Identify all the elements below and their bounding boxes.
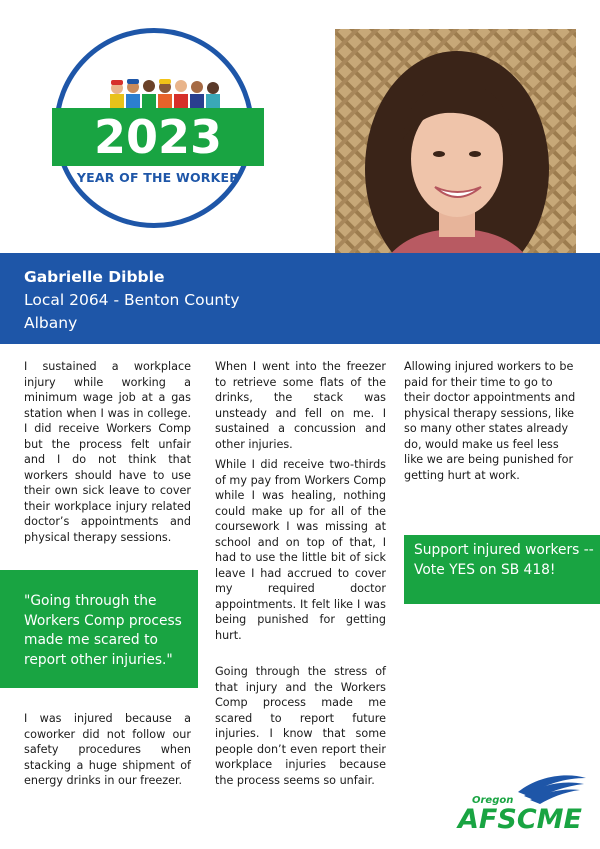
story-paragraph: I was injured because a coworker did not follow our safety procedures when stacking a huge shipment of energy drinks in our freezer. (24, 712, 191, 787)
story-paragraph: Allowing injured workers to be paid for their time to go to their doctor appointments and physical therapy sessions, like so many other states already do, would make us feel less like we are being punished for getting hurt at work. (404, 360, 576, 482)
story-paragraph: I sustained a workplace injury while working a minimum wage job at a gas station when I was in college. I did receive Workers Comp but the process felt unfair and I do not think that workers should have to use their own sick leave to cover their workplace injury related doctor’s appointments and physical therapy sessions. (24, 360, 191, 544)
story-paragraph: While I did receive two-thirds of my pay from Workers Comp while I was healing, nothing could make up for all of the coursework I was missing at school and on top of that, I had to use the little bit of sick leave I had accrued to cover my required doctor appointments. It felt like I was being punished for getting hurt. (215, 458, 386, 642)
profile-name: Gabrielle Dibble (24, 268, 165, 286)
call-to-action: Support injured workers -- Vote YES on SB 418! (414, 542, 594, 578)
year-of-worker-logo (48, 22, 268, 242)
story-column-2-top (215, 359, 386, 452)
story-column-2-bottom (215, 664, 386, 788)
portrait-photo (335, 29, 576, 284)
story-paragraph: Going through the stress of that injury and the Workers Comp process made me scared to report future injuries. I know that some people don’t even report their workplace injuries because the process seems so unfair. (215, 665, 386, 787)
logo-year: 2023 (93, 110, 223, 164)
logo-subtitle: YEAR OF THE WORKER (76, 170, 240, 185)
portrait-photo-icon (335, 29, 576, 284)
oregon-afscme-logo (448, 770, 588, 832)
story-column-1-bottom (24, 711, 191, 789)
story-column-2-middle (215, 457, 386, 643)
story-paragraph: When I went into the freezer to retrieve some flats of the drinks, the stack was unsteady and fell on me. I sustained a concussion and other injuries. (215, 360, 386, 451)
workers-illustration-icon (106, 72, 226, 112)
afscme-name: AFSCME (455, 804, 583, 832)
profile-local: Local 2064 - Benton County (24, 291, 240, 309)
pull-quote: "Going through the Workers Comp process made me scared to report other injuries." (24, 593, 182, 668)
story-column-3 (404, 359, 576, 483)
story-column-1 (24, 359, 191, 545)
profile-city: Albany (24, 314, 78, 332)
afscme-state: Oregon (472, 795, 514, 806)
